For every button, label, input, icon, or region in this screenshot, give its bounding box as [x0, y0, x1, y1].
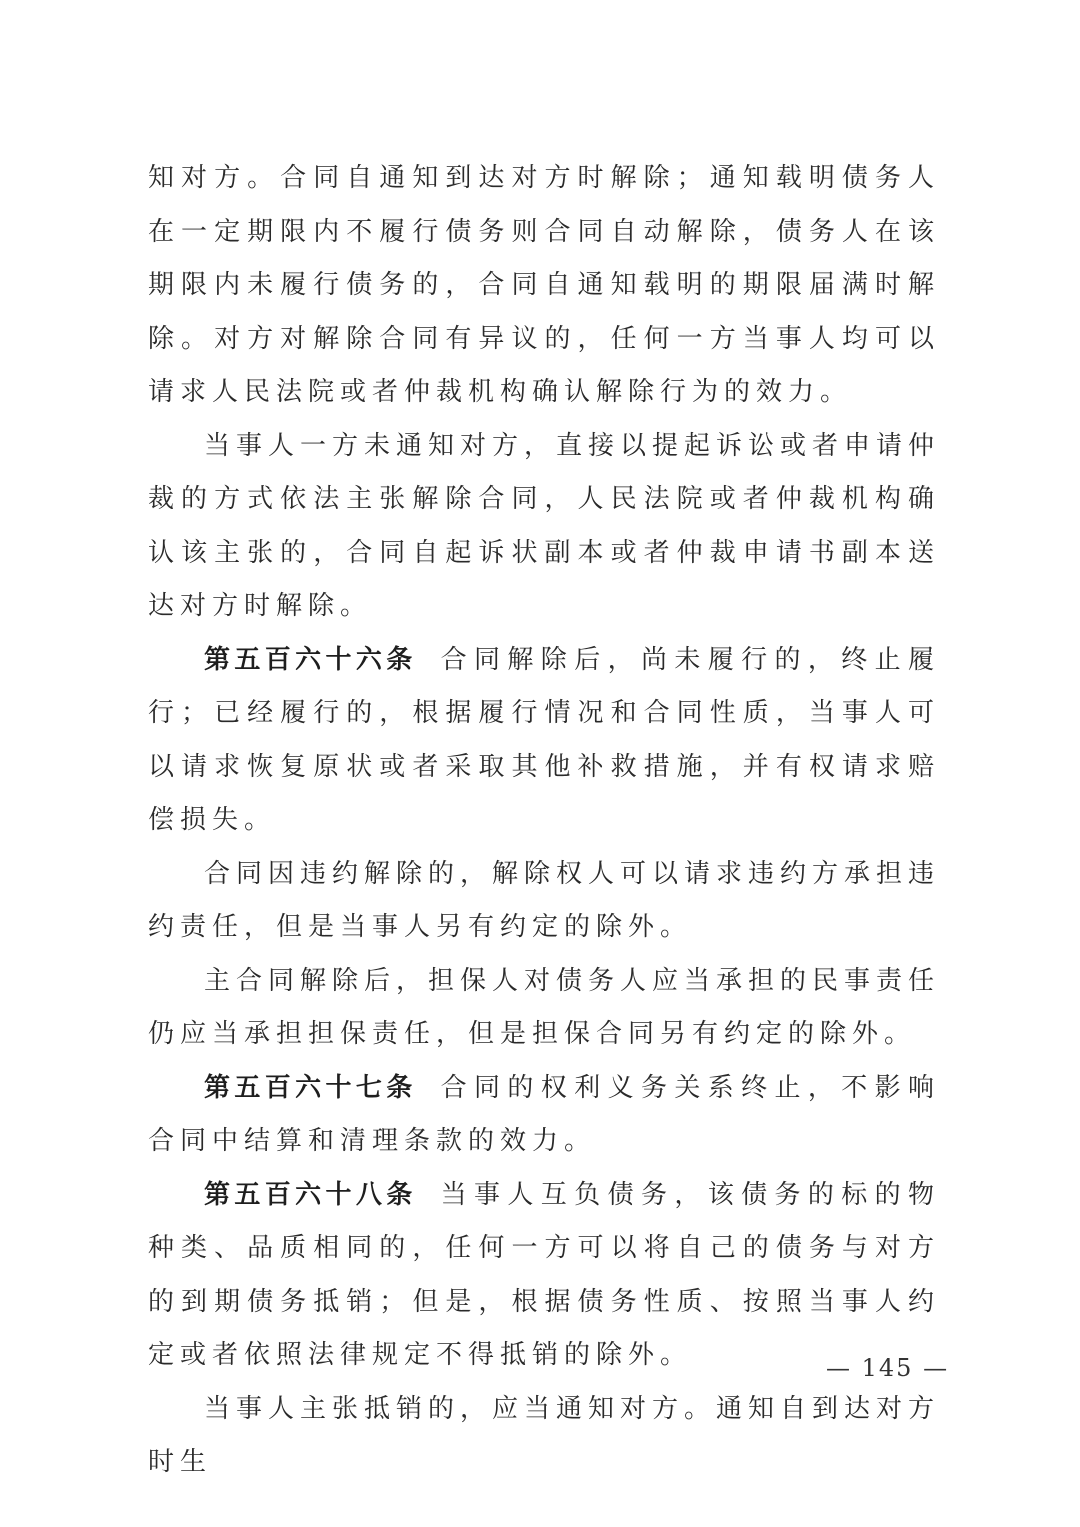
page-number: — 145 —: [826, 1354, 950, 1382]
document-body: [148, 152, 940, 1490]
article-paragraph: [148, 1062, 940, 1169]
paragraph-text: 合同的权利义务关系终止，不影响合同中结算和清理条款的效力。: [148, 1072, 940, 1156]
paragraph: [148, 955, 940, 1062]
article-paragraph: [148, 634, 940, 848]
article-number: 第五百六十八条: [204, 1179, 417, 1210]
article-number: 第五百六十七条: [204, 1072, 417, 1103]
paragraph: [148, 848, 940, 955]
article-paragraph: [148, 1169, 940, 1383]
paragraph: [148, 420, 940, 634]
paragraph-text: 当事人一方未通知对方，直接以提起诉讼或者申请仲裁的方式依法主张解除合同，人民法院或者仲裁机构确认该主张的，合同自起诉状副本或者仲裁申请书副本送达对方时解除。: [148, 430, 941, 621]
paragraph-text: 知对方。合同自通知到达对方时解除；通知载明债务人在一定期限内不履行债务则合同自动解除，债务人在该期限内未履行债务的，合同自通知载明的期限届满时解除。对方对解除合同有异议的，任何一方当事人均可以请求人民法院或者仲裁机构确认解除行为的效力。: [148, 163, 940, 407]
paragraph: [148, 1383, 940, 1490]
paragraph-text: 合同解除后，尚未履行的，终止履行；已经履行的，根据履行情况和合同性质，当事人可以请求恢复原状或者采取其他补救措施，并有权请求赔偿损失。: [148, 644, 940, 835]
paragraph-text: 当事人互负债务，该债务的标的物种类、品质相同的，任何一方可以将自己的债务与对方的到期债务抵销；但是，根据债务性质、按照当事人约定或者依照法律规定不得抵销的除外。: [148, 1179, 940, 1370]
paragraph-text: 主合同解除后，担保人对债务人应当承担的民事责任仍应当承担担保责任，但是担保合同另有约定的除外。: [148, 965, 941, 1049]
paragraph-continuation: [148, 152, 940, 420]
paragraph-text: 当事人主张抵销的，应当通知对方。通知自到达对方时生: [148, 1393, 941, 1477]
paragraph-text: 合同因违约解除的，解除权人可以请求违约方承担违约责任，但是当事人另有约定的除外。: [148, 858, 941, 942]
article-number: 第五百六十六条: [204, 644, 417, 675]
